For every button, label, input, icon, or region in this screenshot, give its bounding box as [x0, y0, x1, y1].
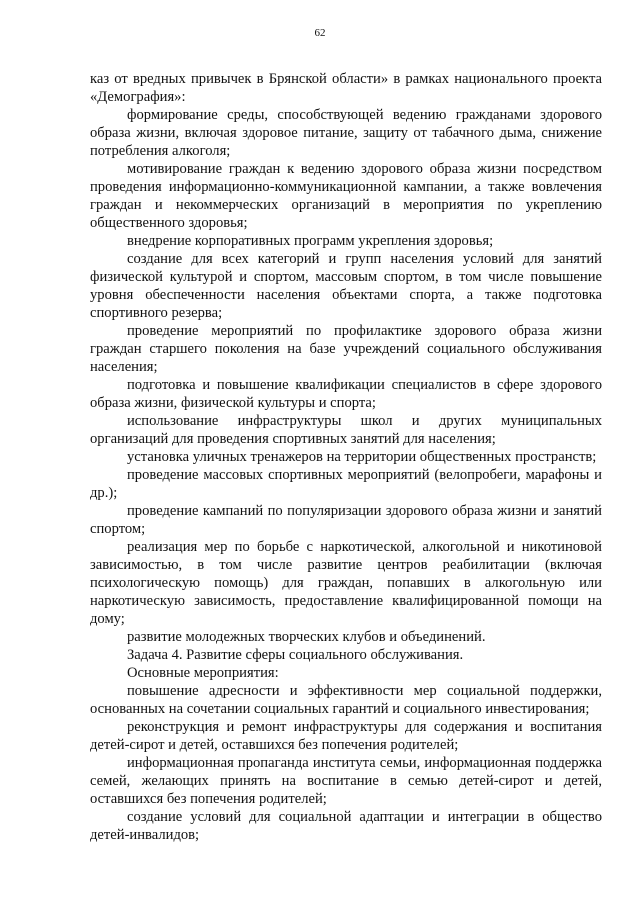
paragraph: внедрение корпоративных программ укрепления здоровья; — [127, 233, 494, 249]
paragraph: развитие молодежных творческих клубов и объединений. — [127, 629, 486, 645]
paragraph: мотивирование граждан к ведению здорового образа жизни посредством проведения информационно-коммуникационной кампании, а также вовлечения граждан и некоммерческих организаций в мероприятия по укреплению общественного здоровья; — [90, 161, 602, 231]
paragraph: проведение кампаний по популяризации здорового образа жизни и занятий спортом; — [90, 503, 602, 537]
paragraph: реконструкция и ремонт инфраструктуры для содержания и воспитания детей-сирот и детей, оставшихся без попечения родителей; — [90, 719, 602, 753]
page-number: 62 — [314, 27, 326, 39]
task-heading: Задача 4. Развитие сферы социального обслуживания. — [127, 647, 464, 663]
section-heading: Основные мероприятия: — [127, 665, 279, 681]
paragraph: каз от вредных привычек в Брянской области» в рамках национального проекта «Демография»: — [90, 71, 602, 105]
paragraph: использование инфраструктуры школ и других муниципальных организаций для проведения спортивных занятий для населения; — [90, 413, 602, 447]
paragraph: установка уличных тренажеров на территории общественных пространств; — [127, 449, 597, 465]
paragraph: создание для всех категорий и групп населения условий для занятий физической культурой и спортом, массовым спортом, в том числе повышение уровня обеспеченности населения объектами спорта, а также подготовка спортивного резерва; — [90, 251, 602, 321]
paragraph: проведение массовых спортивных мероприятий (велопробеги, марафоны и др.); — [90, 467, 602, 501]
document-body — [90, 70, 602, 844]
paragraph: повышение адресности и эффективности мер социальной поддержки, основанных на сочетании социальных гарантий и социального инвестирования; — [90, 683, 602, 717]
paragraph: информационная пропаганда института семьи, информационная поддержка семей, желающих принять на воспитание в семью детей-сирот и детей, оставшихся без попечения родителей; — [90, 755, 602, 807]
paragraph: проведение мероприятий по профилактике здорового образа жизни граждан старшего поколения на базе учреждений социального обслуживания населения; — [90, 323, 602, 375]
paragraph: формирование среды, способствующей ведению гражданами здорового образа жизни, включая здоровое питание, защиту от табачного дыма, снижение потребления алкоголя; — [90, 107, 602, 159]
paragraph: создание условий для социальной адаптации и интеграции в общество детей-инвалидов; — [90, 809, 602, 843]
paragraph: реализация мер по борьбе с наркотической, алкогольной и никотиновой зависимостью, в том числе развитие центров реабилитации (включая психологическую помощь) для граждан, попавших в алкогольную или наркотическую зависимость, предоставление квалифицированной помощи на дому; — [90, 539, 602, 627]
paragraph: подготовка и повышение квалификации специалистов в сфере здорового образа жизни, физической культуры и спорта; — [90, 377, 602, 411]
